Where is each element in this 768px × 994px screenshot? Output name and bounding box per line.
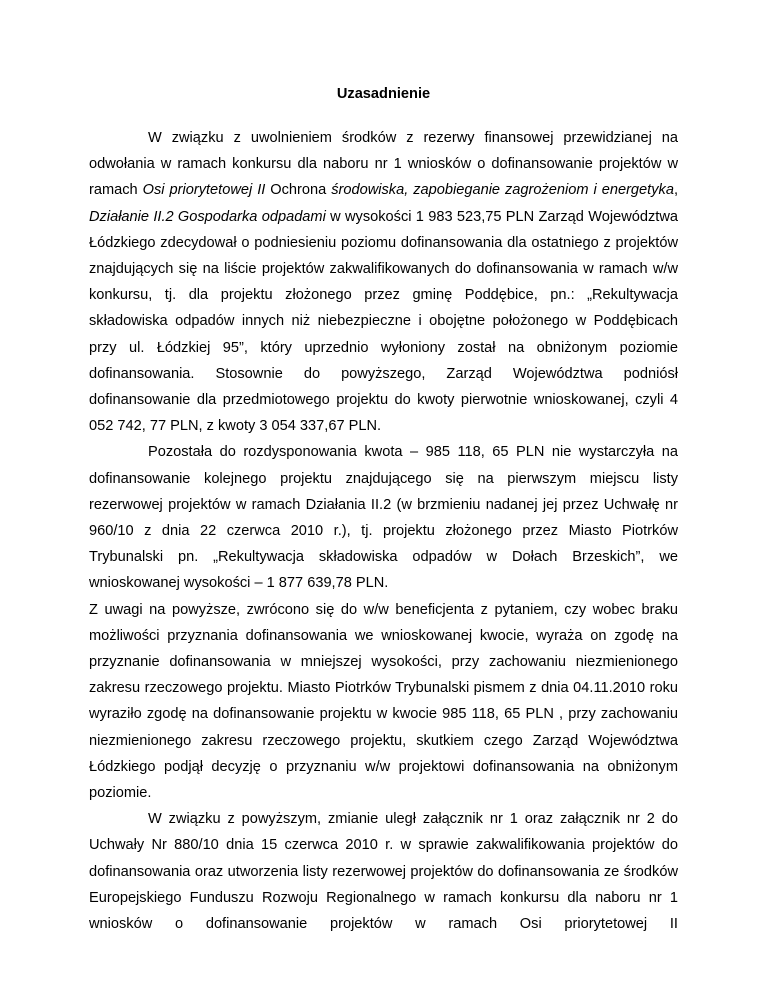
paragraph-1-italic-3: Działanie II.2 Gospodarka odpadami xyxy=(89,208,326,225)
paragraph-1-italic-2: środowiska, zapobieganie zagrożeniom i energetyka xyxy=(331,182,674,199)
paragraph-2: Pozostała do rozdysponowania kwota – 985 118, 65 PLN nie wystarczyła na dofinansowanie kolejnego projektu znajdującego się na pierwszym miejscu listy rezerwowej projektów w ramach Działania II.2 (w brzmieniu nadanej jej przez Uchwałę nr 960/10 z dnia 22 czerwca 2010 r.), tj. projektu złożonego przez Miasto Piotrków Trybunalski pn. „Rekultywacja składowiska odpadów w Dołach Brzeskich”, we wnioskowanej wysokości – 1 877 639,78 PLN. xyxy=(89,444,678,592)
paragraph-1-italic-1: Osi priorytetowej II xyxy=(142,182,266,199)
document-title: Uzasadnienie xyxy=(336,86,431,102)
document-page xyxy=(89,81,678,937)
paragraph-1 xyxy=(89,125,678,439)
paragraph-1-text-1: W związku z uwolnieniem środków z rezerwy finansowej przewidzianej na odwołania w ramach konkursu dla naboru nr 1 wniosków o dofinansowanie projektów w ramach xyxy=(89,130,678,199)
paragraph-4: W związku z powyższym, zmianie uległ załącznik nr 1 oraz załącznik nr 2 do Uchwały Nr 880/10 dnia 15 czerwca 2010 r. w sprawie zakwalifikowania projektów do dofinansowania oraz utworzenia listy rezerwowej projektów do dofinansowania ze środków Europejskiego Funduszu Rozwoju Regionalnego w ramach konkursu dla naboru nr 1 wniosków o dofinansowanie projektów w ramach Osi priorytetowej II xyxy=(89,811,678,933)
paragraph-1-text-3: , xyxy=(673,182,678,199)
paragraph-3: Z uwagi na powyższe, zwrócono się do w/w beneficjenta z pytaniem, czy wobec braku możliwości przyznania dofinansowania we wnioskowanej kwocie, wyraża on zgodę na przyznanie dofinansowania w mniejszej wysokości, przy zachowaniu niezmienionego zakresu rzeczowego projektu. Miasto Piotrków Trybunalski pismem z dnia 04.11.2010 roku wyraziło zgodę na dofinansowanie projektu w kwocie 985 118, 65 PLN , przy zachowaniu niezmienionego zakresu rzeczowego projektu, skutkiem czego Zarząd Województwa Łódzkiego podjął decyzję o przyznaniu w/w projektowi dofinansowania na obniżonym poziomie. xyxy=(89,601,678,802)
paragraph-1-text-2: Ochrona xyxy=(265,182,332,199)
paragraph-1-text-4: w wysokości 1 983 523,75 PLN Zarząd Województwa Łódzkiego zdecydował o podniesieniu poziomu dofinansowania dla ostatniego z projektów znajdujących się na liście projektów zakwalifikowanych do dofinansowania w ramach w/w konkursu, tj. dla projektu złożonego przez gminę Poddębice, pn.: „Rekultywacja składowiska odpadów innych niż niebezpieczne i obojętne położonego w Poddębicach przy ul. Łódzkiej 95”, który uprzednio wyłoniony został na obniżonym poziomie dofinansowania. Stosownie do powyższego, Zarząd Województwa podniósł dofinansowanie dla przedmiotowego projektu do kwoty pierwotnie wnioskowanej, czyli 4 052 742, 77 PLN, z kwoty 3 054 337,67 PLN. xyxy=(89,208,678,435)
